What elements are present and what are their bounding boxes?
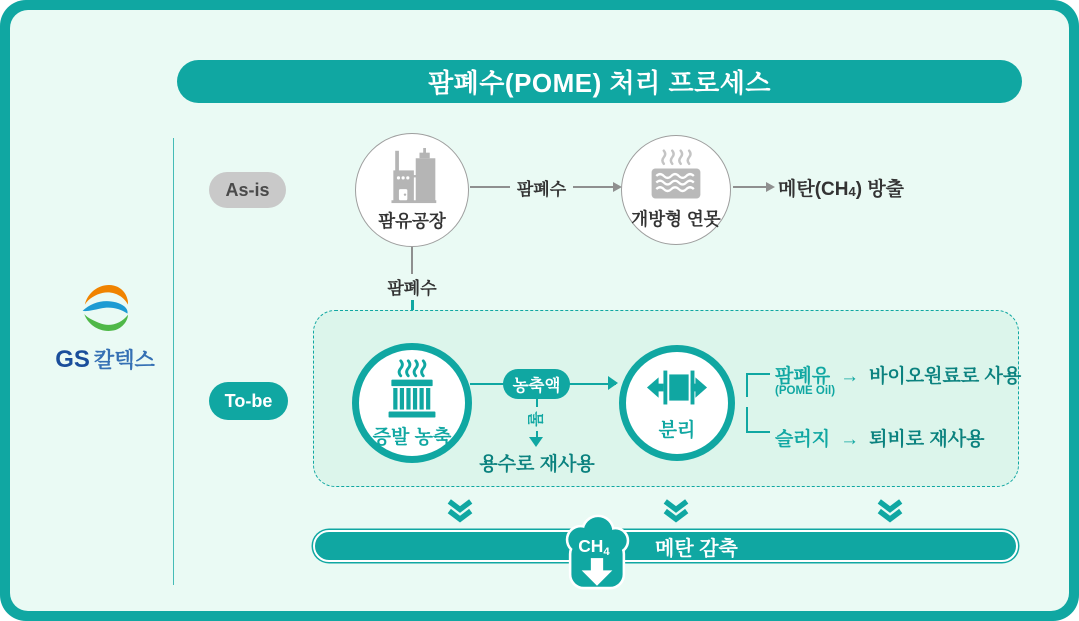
gs-caltex-logo: [77, 280, 133, 336]
vertical-divider: [173, 138, 174, 585]
gs-caltex-logo-block: [46, 280, 164, 374]
separator-icon: [646, 364, 708, 412]
methane-cloud-icon: [559, 511, 635, 597]
concentrate-badge: [503, 369, 570, 399]
separation-node: [619, 345, 735, 461]
separation-label: 분리: [658, 420, 696, 441]
pond-icon: [646, 149, 706, 203]
pome-oil-branch-line: [746, 373, 770, 397]
gs-caltex-wordmark: [46, 344, 164, 374]
water-reuse-label: 용수로 재사용: [479, 454, 595, 475]
pome-oil-subtitle: (POME Oil): [775, 385, 836, 397]
effluent-flow-connector: [470, 176, 622, 198]
effluent-down-label: 팜폐수: [387, 279, 437, 298]
compost-reuse-label: 퇴비로 재사용: [869, 429, 985, 450]
effluent-flow-label: 팜폐수: [516, 179, 567, 199]
water-label: 물: [526, 407, 548, 431]
connector-line: [733, 186, 766, 188]
bio-feedstock-label: 바이오원료로 사용: [869, 366, 1022, 387]
sludge-label: 슬러지: [775, 429, 831, 450]
pome-oil-output-row: [775, 361, 1021, 388]
arrow-right-icon: [608, 376, 618, 390]
chevron-down-icon: [875, 497, 905, 523]
evaporator-icon: [382, 357, 442, 419]
page-title-text: 팜폐수(POME) 처리 프로세스: [428, 68, 771, 98]
logo-suffix-text: 칼텍스: [93, 349, 155, 372]
as-is-badge: [209, 172, 286, 208]
arrow-right-icon: [766, 182, 775, 192]
evaporation-label: 증발 농축: [372, 427, 452, 448]
methane-sub: 4: [848, 183, 856, 199]
connector-line: [573, 186, 613, 188]
methane-post: ) 방출: [855, 178, 905, 200]
as-is-badge-label: As-is: [225, 179, 270, 200]
evaporation-node: [352, 343, 472, 463]
arrow-right-glyph: →: [840, 366, 860, 387]
chevron-down-icon: [661, 497, 691, 523]
chevron-down-icon: [445, 497, 475, 523]
palm-oil-mill-label: 팜유공장: [378, 211, 446, 231]
sludge-branch-line: [746, 407, 770, 433]
methane-reduction-label: 메탄 감축: [655, 537, 738, 560]
open-pond-label: 개방형 연못: [631, 209, 721, 229]
to-be-badge-label: To-be: [224, 390, 273, 411]
sludge-output-row: [775, 424, 984, 451]
factory-icon: [384, 147, 440, 205]
methane-emission-label: [778, 176, 904, 198]
arrow-right-glyph: →: [840, 429, 860, 450]
infographic-panel: [10, 10, 1069, 611]
methane-pre: 메탄(CH: [778, 178, 849, 200]
down-connector-line: [411, 247, 413, 274]
pome-oil-label: 팜폐유: [775, 366, 831, 387]
connector-line: [470, 186, 510, 188]
concentrate-label: 농축액: [512, 377, 561, 395]
open-pond-node: [621, 135, 731, 245]
palm-oil-mill-node: [355, 133, 469, 247]
methane-out-connector: [733, 176, 775, 198]
svg-text:CH4: CH4: [578, 535, 610, 559]
logo-gs-text: GS: [55, 346, 90, 373]
page-title: [177, 60, 1022, 103]
cloud-ch-text: CH: [578, 535, 604, 556]
to-be-badge: [209, 382, 288, 420]
methane-reduction-banner: [313, 530, 1018, 562]
arrow-down-icon: [529, 437, 543, 447]
